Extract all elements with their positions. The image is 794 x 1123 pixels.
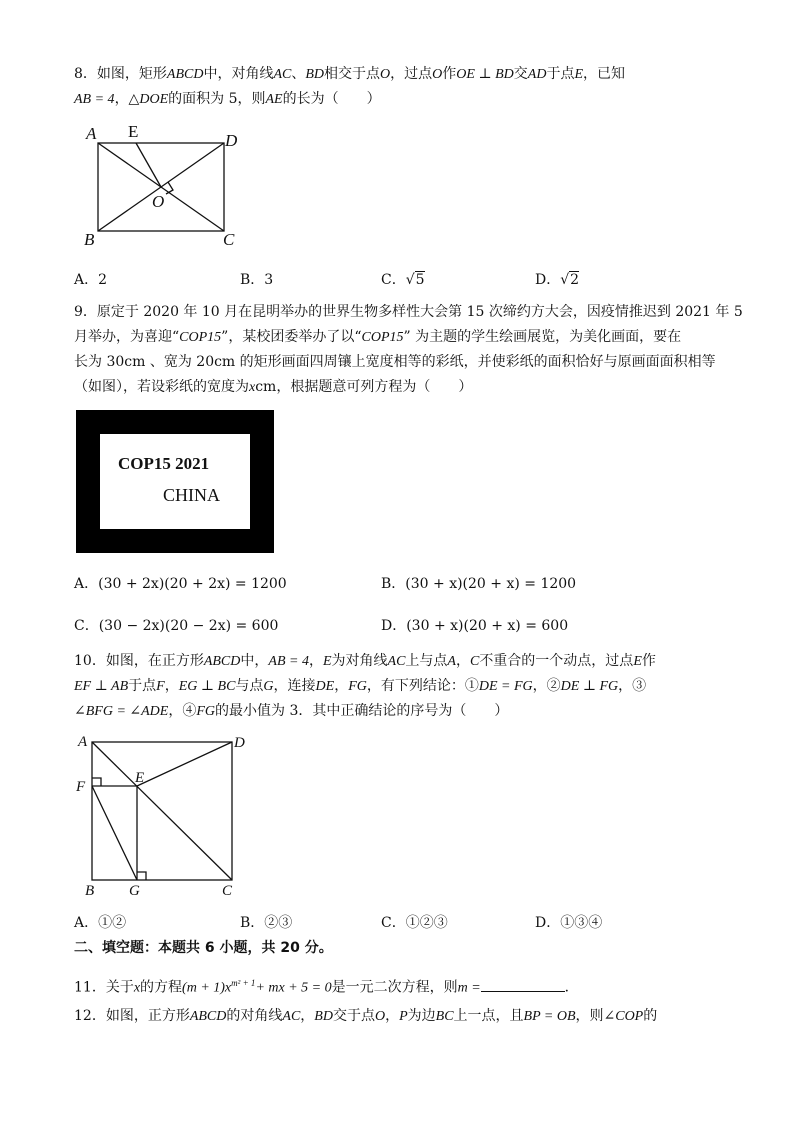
- q10-line-3: ∠BFG = ∠ADE，④FG的最小值为 3．其中正确结论的序号为（ ）: [74, 703, 509, 719]
- q9-option-c[interactable]: C．(30 − 2x)(20 − 2x) = 600: [74, 618, 279, 634]
- label-g: G: [129, 883, 140, 899]
- picture-inner-canvas: [100, 434, 250, 529]
- label-d: D: [225, 131, 238, 150]
- q10-option-a[interactable]: A．①②: [74, 915, 127, 931]
- label-b: B: [84, 230, 95, 249]
- label-b: B: [85, 883, 95, 899]
- q10-option-d[interactable]: D．①③④: [535, 915, 603, 931]
- label-c: C: [223, 230, 235, 249]
- q9-option-b[interactable]: B．(30 + x)(20 + x) = 1200: [381, 576, 577, 592]
- segment-oe: [136, 143, 161, 187]
- q8-option-c[interactable]: C．√5: [381, 272, 425, 288]
- label-c: C: [222, 883, 233, 899]
- label-a: A: [78, 734, 88, 750]
- q10-option-b[interactable]: B．②③: [240, 915, 293, 931]
- q9-line-1: 9．原定于 2020 年 10 月在昆明举办的世界生物多样性大会第 15 次缔约方大会，因疫情推迟到 2021 年 5: [74, 304, 743, 320]
- q10-option-c[interactable]: C．①②③: [381, 915, 448, 931]
- label-d: D: [234, 735, 245, 751]
- q9-line-2: 月举办，为喜迎“COP15”，某校团委举办了以“COP15” 为主题的学生绘画展览，为美化画面，要在: [74, 329, 682, 345]
- q8-option-b[interactable]: B．3: [240, 272, 274, 288]
- q8-line-1: 8．如图，矩形ABCD中，对角线AC、BD相交于点O，过点O作OE ⊥ BD交AD于点E，已知: [74, 66, 626, 82]
- q9-line-4: （如图），若设彩纸的宽度为xcm，根据题意可列方程为（ ）: [74, 379, 473, 395]
- cop15-framed-picture: [76, 410, 274, 553]
- segment-fg: [92, 786, 137, 880]
- picture-title: COP15 2021: [118, 454, 210, 473]
- right-angle-mark-f: [92, 778, 101, 786]
- label-e: E: [128, 122, 139, 141]
- label-f: F: [76, 779, 86, 795]
- right-angle-mark: [166, 182, 173, 194]
- diagonal-ac: [92, 742, 232, 880]
- q8-option-d[interactable]: D．√2: [535, 272, 580, 288]
- q11-line: 11．关于x的方程$(m + 1)x^{m^2 + 1}+$ mx + 5 = 0是一元二次方程，则m = ．: [74, 978, 579, 996]
- answer-blank[interactable]: [481, 977, 565, 992]
- segment-de: [137, 742, 232, 786]
- label-e: E: [135, 770, 145, 786]
- q9-option-d[interactable]: D．(30 + x)(20 + x) = 600: [381, 618, 569, 634]
- q8-option-a[interactable]: A．2: [74, 272, 108, 288]
- q8-line-2: AB = 4，△DOE的面积为 5，则AE的长为（ ）: [74, 91, 381, 107]
- q9-line-3: 长为 30cm 、宽为 20cm 的矩形画面四周镶上宽度相等的彩纸，并使彩纸的面积恰好与原画面面积相等: [74, 354, 716, 370]
- q9-option-a[interactable]: A．(30 + 2x)(20 + 2x) = 1200: [74, 576, 287, 592]
- q12-line: 12．如图，正方形ABCD的对角线AC，BD交于点O，P为边BC上一点，且BP = OB，则∠COP的: [74, 1008, 658, 1024]
- right-angle-mark-g: [137, 872, 146, 880]
- q10-square-figure: [72, 732, 252, 897]
- q10-line-2: EF ⊥ AB于点F，EG ⊥ BC与点G，连接DE，FG，有下列结论：①DE = FG，②DE ⊥ FG，③: [74, 678, 647, 694]
- label-o: O: [152, 192, 165, 211]
- label-a: A: [86, 124, 97, 143]
- q10-line-1: 10．如图，在正方形ABCD中，AB = 4，E为对角线AC上与点A，C不重合的一个动点，过点E作: [74, 653, 656, 669]
- q8-rectangle-figure: [80, 118, 250, 253]
- sqrt-symbol: √: [405, 272, 415, 288]
- sqrt-symbol: √: [560, 272, 570, 288]
- section-heading-fill-in: 二、填空题：本题共 6 小题，共 20 分。: [74, 940, 333, 956]
- picture-subtitle: CHINA: [163, 485, 220, 505]
